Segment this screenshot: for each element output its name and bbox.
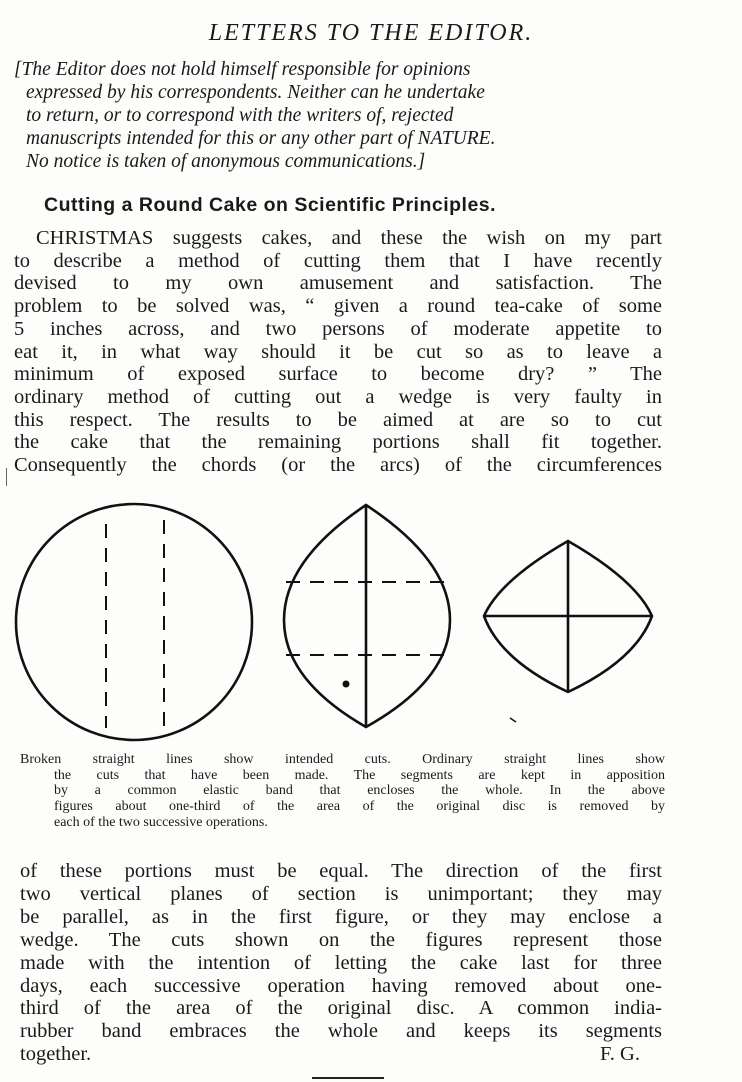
- closing-text: together.: [20, 1043, 92, 1066]
- text-line: eat it, in what way should it be cut so as to leave a: [14, 340, 662, 363]
- text-line: wedge. The cuts shown on the figures represent those: [20, 928, 662, 951]
- text-line: 5 inches across, and two persons of moderate appetite to: [14, 317, 662, 340]
- notice-line: expressed by his correspondents. Neither can he undertake: [26, 82, 485, 103]
- figure-2-after-first-cut: [284, 505, 450, 727]
- text-line: CHRISTMAS suggests cakes, and these the wish on my part: [36, 227, 662, 249]
- caption-line: each of the two successive operations.: [54, 814, 268, 830]
- section-heading: LETTERS TO THE EDITOR.: [208, 20, 534, 46]
- margin-mark: [6, 468, 7, 486]
- editor-notice: [14, 58, 664, 173]
- text-line: rubber band embraces the whole and keeps its segments: [20, 1020, 662, 1043]
- notice-line: [The Editor does not hold himself responsible for opinions: [14, 59, 471, 80]
- end-rule: [312, 1077, 384, 1079]
- text-line: two vertical planes of section is unimportant; they may: [20, 882, 662, 905]
- text-line: be parallel, as in the first figure, or they may enclose a: [20, 905, 662, 928]
- text-line: this respect. The results to be aimed at are so to cut: [14, 408, 662, 431]
- text-line: devised to my own amusement and satisfaction. The: [14, 272, 662, 295]
- notice-line: manuscripts intended for this or any other part of NATURE.: [26, 128, 496, 149]
- notice-line: No notice is taken of anonymous communications.]: [26, 151, 426, 172]
- text-line: problem to be solved was, “ given a round tea-cake of some: [14, 295, 662, 318]
- text-line: to describe a method of cutting them that I have recently: [14, 249, 662, 272]
- signature: F. G.: [600, 1043, 640, 1066]
- text-line: minimum of exposed surface to become dry? ” The: [14, 363, 662, 386]
- ink-spot: [343, 681, 350, 688]
- text-line: days, each successive operation having removed about one-: [20, 974, 662, 997]
- text-line: of these portions must be equal. The direction of the first: [20, 860, 662, 882]
- caption-line: figures about one-third of the area of the original disc is removed by: [54, 799, 665, 815]
- article-title: Cutting a Round Cake on Scientific Principles.: [44, 194, 497, 216]
- figure-caption: [20, 752, 665, 831]
- figure-3-after-second-cut: [484, 541, 652, 692]
- text-line: made with the intention of letting the cake last for three: [20, 951, 662, 974]
- text-line: Consequently the chords (or the arcs) of the circumferences: [14, 454, 662, 477]
- caption-line: the cuts that have been made. The segments are kept in apposition: [54, 767, 665, 783]
- notice-line: to return, or to correspond with the writers of, rejected: [26, 105, 454, 126]
- figure-1-full-disc: [16, 504, 252, 740]
- text-line: [20, 1043, 662, 1066]
- article-paragraph-1: [14, 227, 662, 477]
- caption-line: Broken straight lines show intended cuts. Ordinary straight lines show: [20, 752, 665, 767]
- caption-line: by a common elastic band that encloses the whole. In the above: [54, 783, 665, 799]
- text-line: ordinary method of cutting out a wedge is very faulty in: [14, 385, 662, 408]
- article-paragraph-2: [20, 860, 662, 1066]
- text-line: the cake that the remaining portions shall fit together.: [14, 431, 662, 454]
- ink-mark: [510, 718, 516, 722]
- text-line: third of the area of the original disc. A common india-: [20, 997, 662, 1020]
